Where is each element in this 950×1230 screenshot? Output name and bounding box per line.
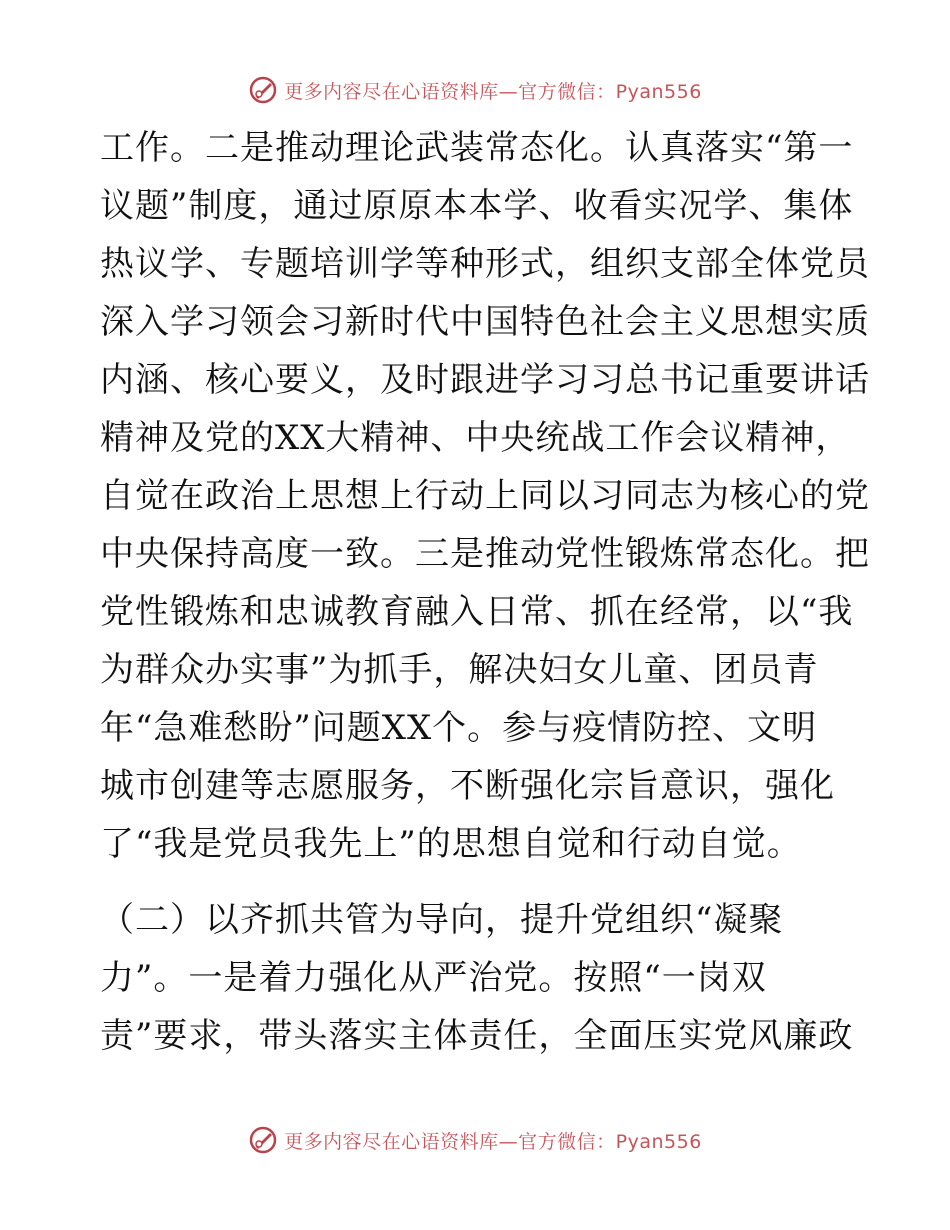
body-line: 深入学习领会习新时代中国特色社会主义思想实质 (100, 302, 870, 342)
body-line: 中央保持高度一致。三是推动党性锻炼常态化。把 (100, 534, 870, 574)
quill-seal-icon (248, 75, 278, 105)
header-watermark (0, 72, 950, 108)
watermark-text: 更多内容尽在心语资料库—官方微信：Pyan556 (284, 1130, 702, 1153)
body-line: 力”。一是着力强化从严治党。按照“一岗双 (100, 958, 767, 998)
body-line: 了“我是党员我先上”的思想自觉和行动自觉。 (100, 824, 802, 864)
footer-watermark (0, 1122, 950, 1158)
body-line: 年“急难愁盼”问题XX个。参与疫情防控、文明 (100, 708, 818, 748)
body-line: 自觉在政治上思想上行动上同以习同志为核心的党 (100, 476, 870, 516)
body-line: 工作。二是推动理论武装常态化。认真落实“第一 (100, 128, 854, 168)
body-line: 党性锻炼和忠诚教育融入日常、抓在经常，以“我 (100, 592, 854, 632)
body-line: 议题”制度，通过原原本本学、收看实况学、集体 (100, 186, 854, 226)
section-heading-line: （二）以齐抓共管为导向，提升党组织“凝聚 (100, 900, 784, 940)
watermark-text: 更多内容尽在心语资料库—官方微信：Pyan556 (284, 80, 702, 103)
body-line: 精神及党的XX大精神、中央统战工作会议精神， (100, 418, 851, 458)
body-line: 城市创建等志愿服务，不断强化宗旨意识，强化 (100, 766, 835, 806)
body-line: 内涵、核心要义，及时跟进学习习总书记重要讲话 (100, 360, 870, 400)
body-line: 责”要求，带头落实主体责任，全面压实党风廉政 (100, 1016, 854, 1056)
quill-seal-icon (248, 1125, 278, 1155)
body-line: 为群众办实事”为抓手，解决妇女儿童、团员青 (100, 650, 819, 690)
body-line: 热议学、专题培训学等种形式，组织支部全体党员 (100, 244, 870, 284)
